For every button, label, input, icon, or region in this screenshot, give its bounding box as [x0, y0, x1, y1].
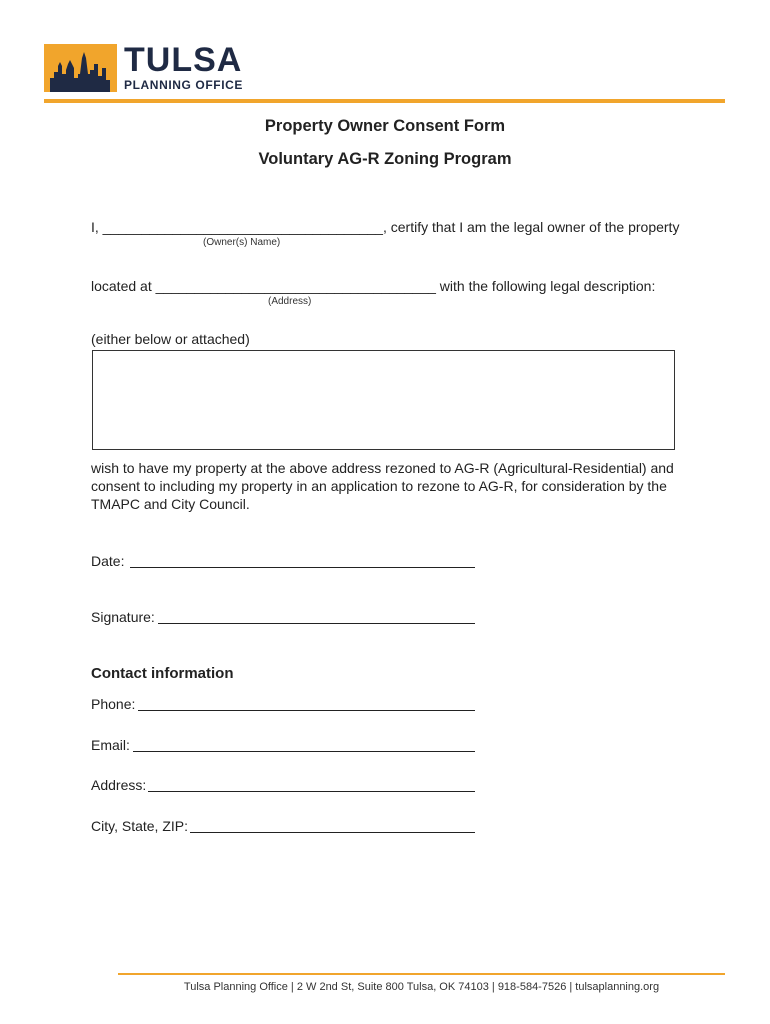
- address-located-line[interactable]: located at ____________________________________ with the following legal description:: [91, 278, 656, 294]
- city-state-zip-field: [91, 817, 188, 835]
- phone-input-line[interactable]: [138, 710, 475, 711]
- consent-paragraph: wish to have my property at the above address rezoned to AG-R (Agricultural-Residential) and consent to including my property in an application to rezone to AG-R, for consideration by the TMAPC and City Council.: [91, 460, 674, 512]
- phone-field: [91, 695, 135, 713]
- address-input-line[interactable]: [148, 791, 475, 792]
- date-label: Date:: [91, 553, 125, 569]
- skyline-icon: [44, 44, 117, 92]
- legal-description-note: (either below or attached): [91, 331, 250, 347]
- signature-label: Signature:: [91, 609, 155, 625]
- logo-subtitle: PLANNING OFFICE: [124, 78, 243, 92]
- phone-label: Phone:: [91, 696, 136, 712]
- date-input-line[interactable]: [130, 567, 475, 568]
- signature-field: [91, 608, 155, 626]
- owner-name-caption: (Owner(s) Name): [203, 237, 281, 248]
- form-title: Property Owner Consent Form: [264, 117, 506, 135]
- address-label: Address:: [91, 777, 147, 793]
- email-input-line[interactable]: [133, 751, 475, 752]
- footer-divider: [118, 973, 725, 975]
- address-field: [91, 776, 146, 794]
- footer-contact: Tulsa Planning Office | 2 W 2nd St, Suite 800 Tulsa, OK 74103 | 918-584-7526 | tulsaplanning.org: [183, 981, 660, 993]
- tulsa-planning-logo: [44, 41, 254, 94]
- email-field: [91, 736, 130, 754]
- header-divider: [44, 99, 725, 103]
- legal-description-box[interactable]: [92, 350, 675, 450]
- form-subtitle: Voluntary AG-R Zoning Program: [258, 150, 512, 168]
- city-state-zip-label: City, State, ZIP:: [91, 818, 188, 834]
- email-label: Email:: [91, 737, 130, 753]
- address-caption: (Address): [268, 296, 312, 307]
- signature-input-line[interactable]: [158, 623, 475, 624]
- date-field: [91, 552, 124, 570]
- logo-wordmark: TULSA: [124, 41, 243, 79]
- owner-certify-line[interactable]: I, ____________________________________, certify that I am the legal owner of the property: [91, 219, 680, 235]
- city-state-zip-input-line[interactable]: [190, 832, 475, 833]
- contact-heading: Contact information: [91, 665, 234, 682]
